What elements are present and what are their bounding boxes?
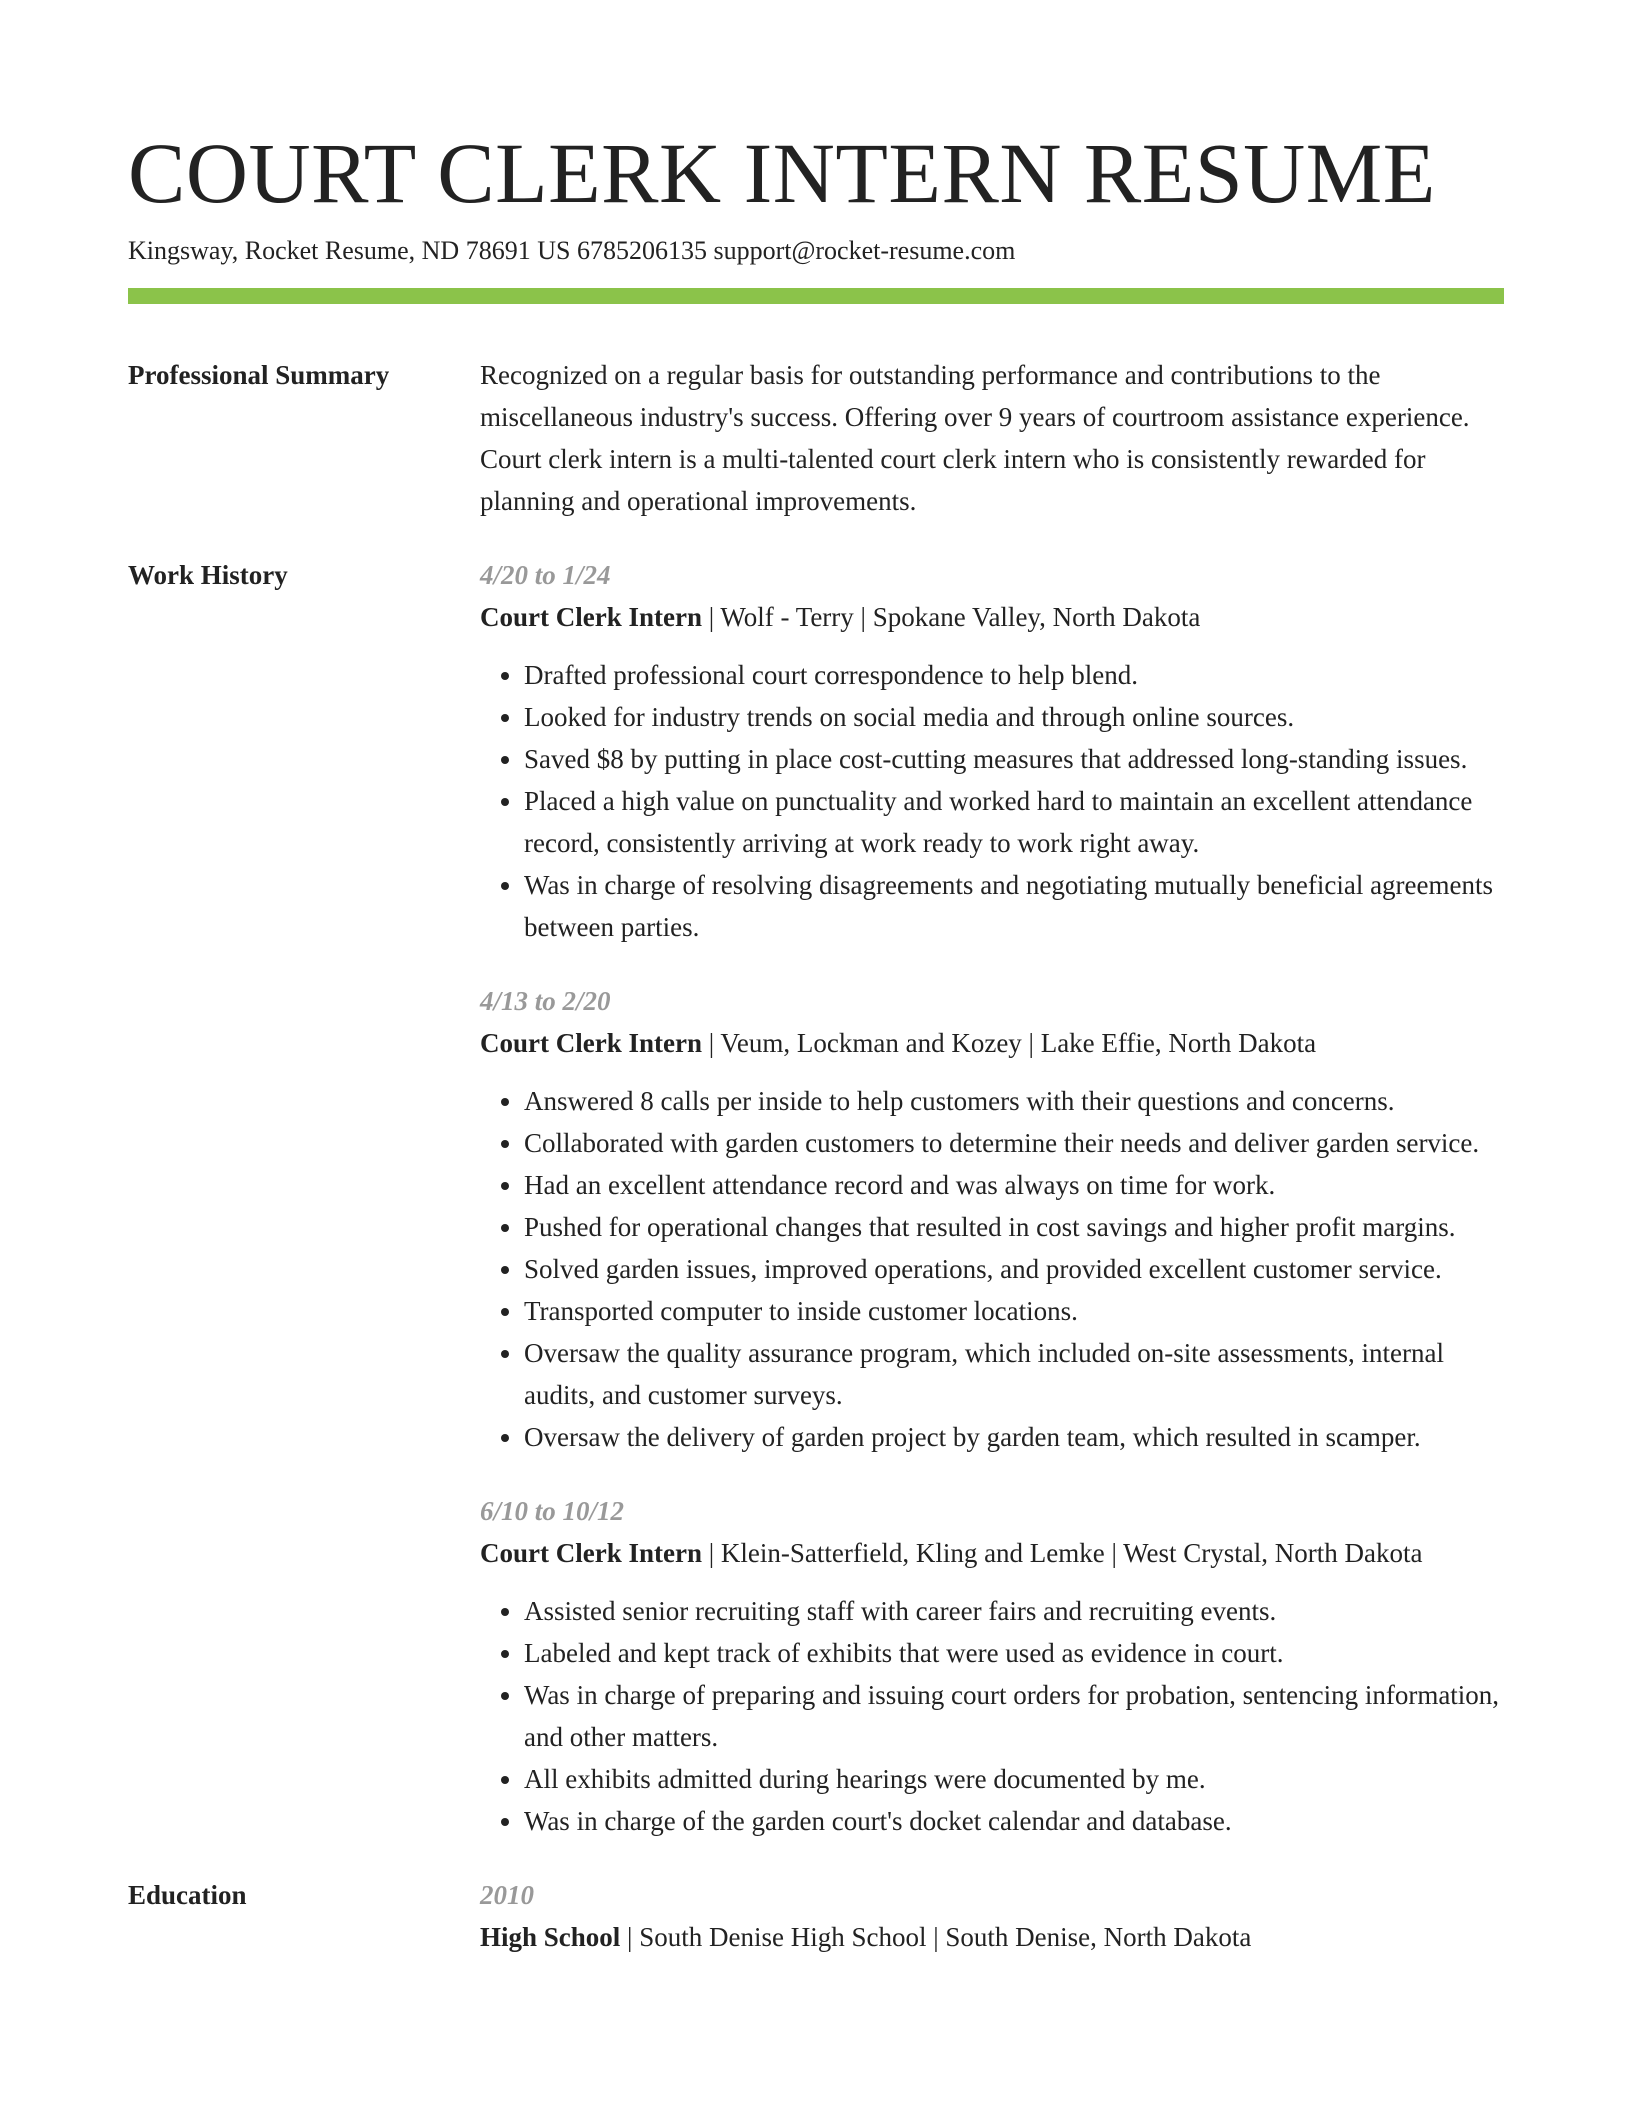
bullet-item: • Oversaw the delivery of garden project by garden team, which resulted in scamper. (524, 1416, 1504, 1458)
bullet-item: • Saved $8 by putting in place cost-cutting measures that addressed long-standing issues. (524, 738, 1504, 780)
bullet-item: • Solved garden issues, improved operations, and provided excellent customer service. (524, 1248, 1504, 1290)
bullet-item: • Assisted senior recruiting staff with career fairs and recruiting events. (524, 1590, 1504, 1632)
bullet-item: • Drafted professional court correspondence to help blend. (524, 654, 1504, 696)
job-dates: 4/13 to 2/20 (480, 986, 611, 1016)
job-details: | Wolf - Terry | Spokane Valley, North Dakota (701, 602, 1201, 632)
job-title: Court Clerk Intern (480, 1538, 702, 1568)
education-section (128, 1874, 1504, 1958)
section-label-education: Education (128, 1880, 247, 1910)
section-label-summary: Professional Summary (128, 360, 390, 390)
bullet-item: • Had an excellent attendance record and was always on time for work. (524, 1164, 1504, 1206)
education-entry (480, 1874, 1504, 1958)
work-history-list (480, 554, 1504, 1842)
section-label-work-history: Work History (128, 560, 288, 590)
job-details: | Klein-Satterfield, Kling and Lemke | West Crystal, North Dakota (701, 1538, 1423, 1568)
education-details: | South Denise High School | South Denise, North Dakota (620, 1922, 1252, 1952)
work-history-section (128, 554, 1504, 1842)
resume-title: COURT CLERK INTERN RESUME (128, 125, 1436, 221)
job-bullets (480, 654, 1504, 948)
education-year: 2010 (480, 1880, 534, 1910)
bullet-item: • Oversaw the quality assurance program, which included on-site assessments, internal audits, and customer surveys. (524, 1332, 1504, 1416)
job-dates: 4/20 to 1/24 (480, 560, 611, 590)
job-title: Court Clerk Intern (480, 602, 702, 632)
job-bullets (480, 1590, 1504, 1842)
resume-page (128, 0, 1504, 1958)
bullet-item: • Answered 8 calls per inside to help customers with their questions and concerns. (524, 1080, 1504, 1122)
education-heading (480, 1916, 1504, 1958)
contact-info: Kingsway, Rocket Resume, ND 78691 US 6785206135 support@rocket-resume.com (128, 236, 1016, 265)
job-heading (480, 1532, 1504, 1574)
bullet-item: • All exhibits admitted during hearings were documented by me. (524, 1758, 1504, 1800)
job-details: | Veum, Lockman and Kozey | Lake Effie, North Dakota (701, 1028, 1317, 1058)
job-dates: 6/10 to 10/12 (480, 1496, 625, 1526)
job-title: Court Clerk Intern (480, 1028, 702, 1058)
bullet-item: • Collaborated with garden customers to determine their needs and deliver garden service. (524, 1122, 1504, 1164)
bullet-item: • Looked for industry trends on social media and through online sources. (524, 696, 1504, 738)
bullet-item: • Was in charge of resolving disagreements and negotiating mutually beneficial agreements between parties. (524, 864, 1504, 948)
bullet-item: • Was in charge of the garden court's docket calendar and database. (524, 1800, 1504, 1842)
job-heading (480, 1022, 1504, 1064)
job-entry (480, 1490, 1504, 1842)
bullet-item: • Placed a high value on punctuality and worked hard to maintain an excellent attendance record, consistently arriving at work ready to work right away. (524, 780, 1504, 864)
job-entry (480, 554, 1504, 948)
summary-text: Recognized on a regular basis for outstanding performance and contributions to the miscellaneous industry's success. Offering over 9 years of courtroom assistance experience. Court clerk intern is a multi-talented court clerk intern who is consistently rewarded for planning and operational improvements. (480, 360, 1470, 516)
job-heading (480, 596, 1504, 638)
job-bullets (480, 1080, 1504, 1458)
accent-divider (128, 288, 1504, 304)
bullet-item: • Transported computer to inside customer locations. (524, 1290, 1504, 1332)
professional-summary-section (128, 354, 1504, 522)
education-degree: High School (480, 1922, 621, 1952)
job-entry (480, 980, 1504, 1458)
bullet-item: • Pushed for operational changes that resulted in cost savings and higher profit margins. (524, 1206, 1504, 1248)
bullet-item: • Was in charge of preparing and issuing court orders for probation, sentencing information, and other matters. (524, 1674, 1504, 1758)
bullet-item: • Labeled and kept track of exhibits that were used as evidence in court. (524, 1632, 1504, 1674)
